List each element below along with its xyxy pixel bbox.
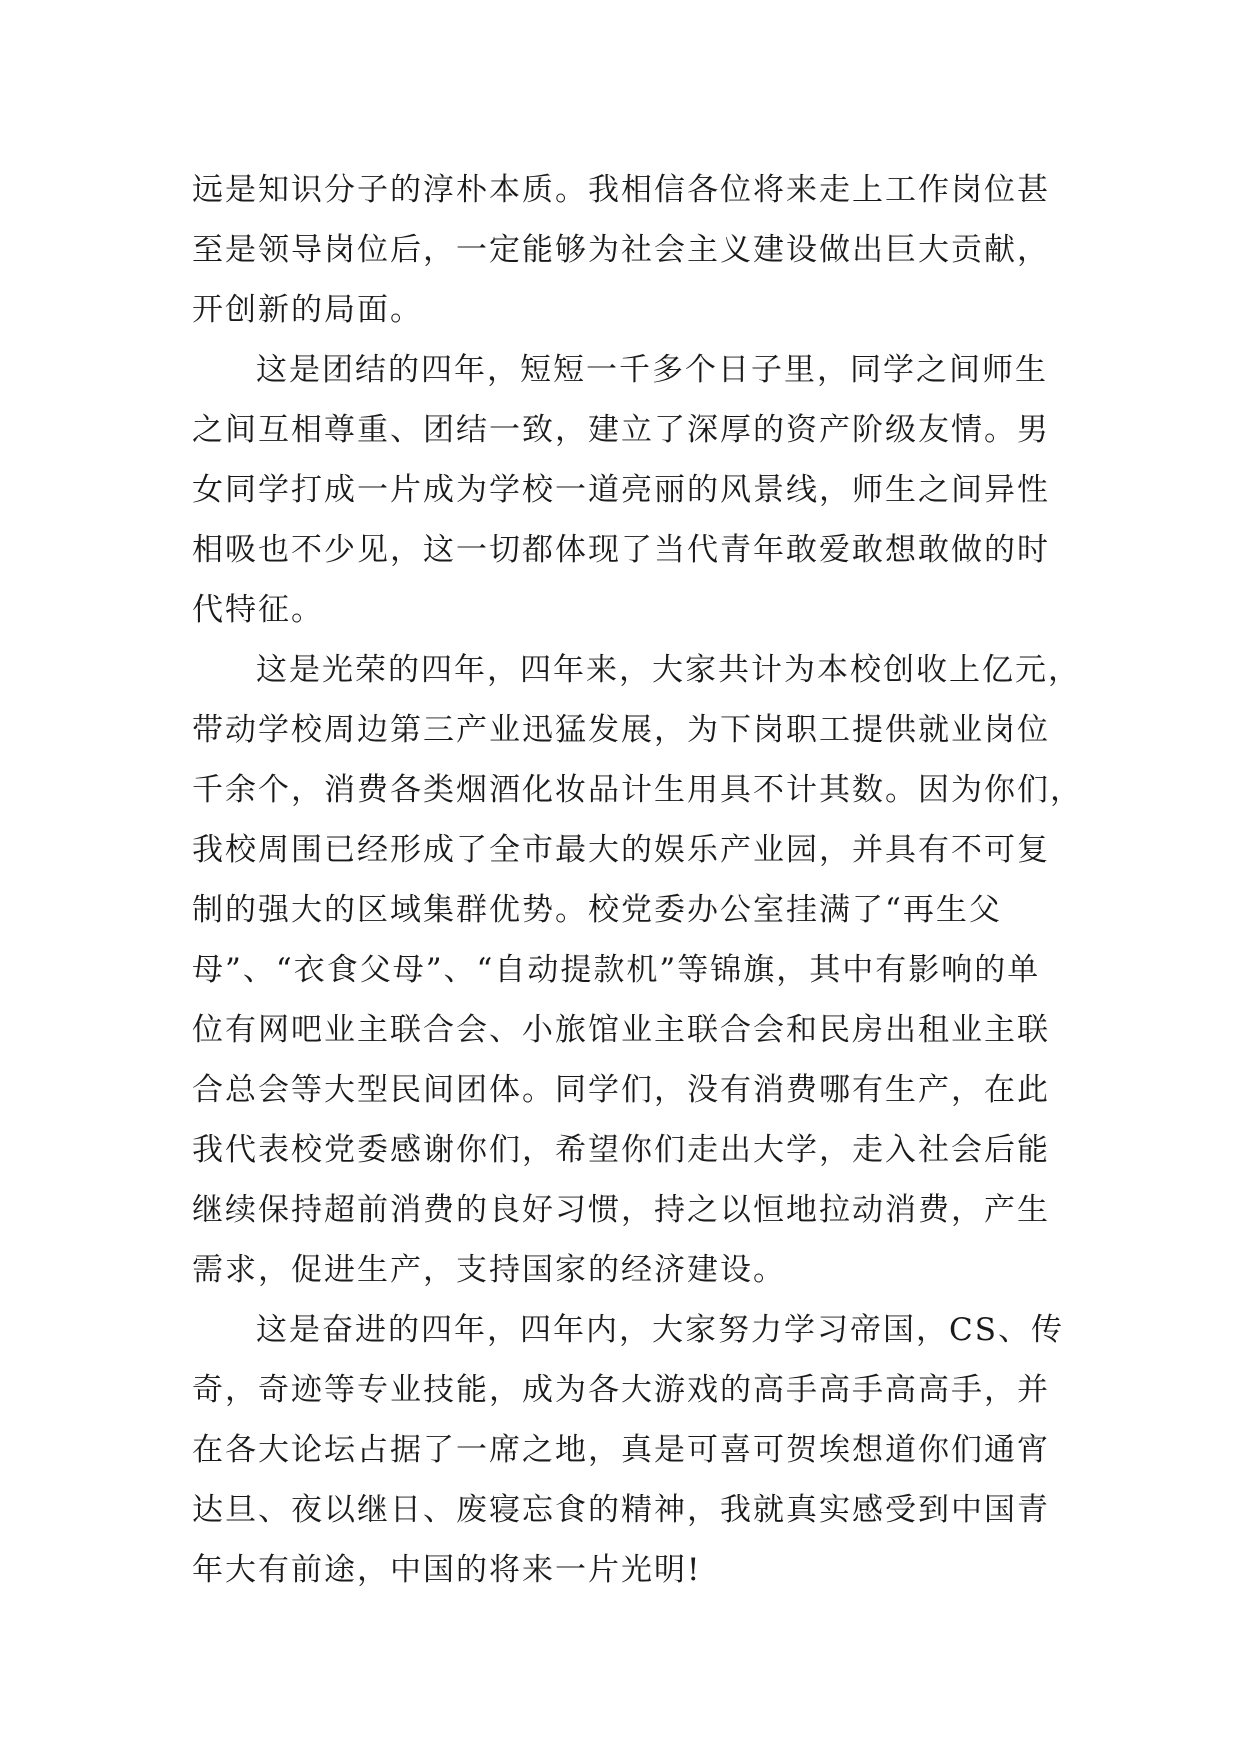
text-line: 位有网吧业主联合会、小旅馆业主联合会和民房出租业主联: [192, 1012, 1050, 1048]
text-line: 这是奋进的四年，四年内，大家努力学习帝国，CS、传: [256, 1312, 1064, 1348]
text-line: 合总会等大型民间团体。同学们，没有消费哪有生产，在此: [192, 1072, 1050, 1108]
text-line: 制的强大的区域集群优势。校党委办公室挂满了“再生父: [192, 892, 1002, 928]
text-line: 相吸也不少见，这一切都体现了当代青年敢爱敢想敢做的时: [192, 532, 1050, 568]
paragraph-2: [192, 340, 1072, 640]
text-line: 年大有前途，中国的将来一片光明!: [192, 1552, 702, 1588]
text-line: 至是领导岗位后，一定能够为社会主义建设做出巨大贡献，: [192, 232, 1050, 268]
text-line: 这是光荣的四年，四年来，大家共计为本校创收上亿元，: [256, 652, 1081, 688]
text-line: 远是知识分子的淳朴本质。我相信各位将来走上工作岗位甚: [192, 172, 1050, 208]
text-line: 奇，奇迹等专业技能，成为各大游戏的高手高手高高手，并: [192, 1372, 1050, 1408]
document-body: [192, 160, 1083, 1600]
text-line: 千余个，消费各类烟酒化妆品计生用具不计其数。因为你们，: [192, 772, 1083, 808]
text-line: 继续保持超前消费的良好习惯，持之以恒地拉动消费，产生: [192, 1192, 1050, 1228]
text-line: 女同学打成一片成为学校一道亮丽的风景线，师生之间异性: [192, 472, 1050, 508]
paragraph-4: [192, 1300, 1072, 1600]
text-line: 在各大论坛占据了一席之地，真是可喜可贺埃想道你们通宵: [192, 1432, 1050, 1468]
text-line: 之间互相尊重、团结一致，建立了深厚的资产阶级友情。男: [192, 412, 1050, 448]
text-line: 母”、“衣食父母”、“自动提款机”等锦旗，其中有影响的单: [192, 952, 1041, 988]
text-line: 开创新的局面。: [192, 292, 423, 328]
text-line: 代特征。: [192, 592, 324, 628]
text-line: 达旦、夜以继日、废寝忘食的精神，我就真实感受到中国青: [192, 1492, 1050, 1528]
text-line: 带动学校周边第三产业迅猛发展，为下岗职工提供就业岗位: [192, 712, 1050, 748]
text-line: 我代表校党委感谢你们，希望你们走出大学，走入社会后能: [192, 1132, 1050, 1168]
text-line: 这是团结的四年，短短一千多个日子里，同学之间师生: [256, 352, 1048, 388]
text-line: 需求，促进生产，支持国家的经济建设。: [192, 1252, 786, 1288]
paragraph-1: [192, 160, 1072, 340]
paragraph-3: [192, 640, 1083, 1300]
text-line: 我校周围已经形成了全市最大的娱乐产业园，并具有不可复: [192, 832, 1050, 868]
